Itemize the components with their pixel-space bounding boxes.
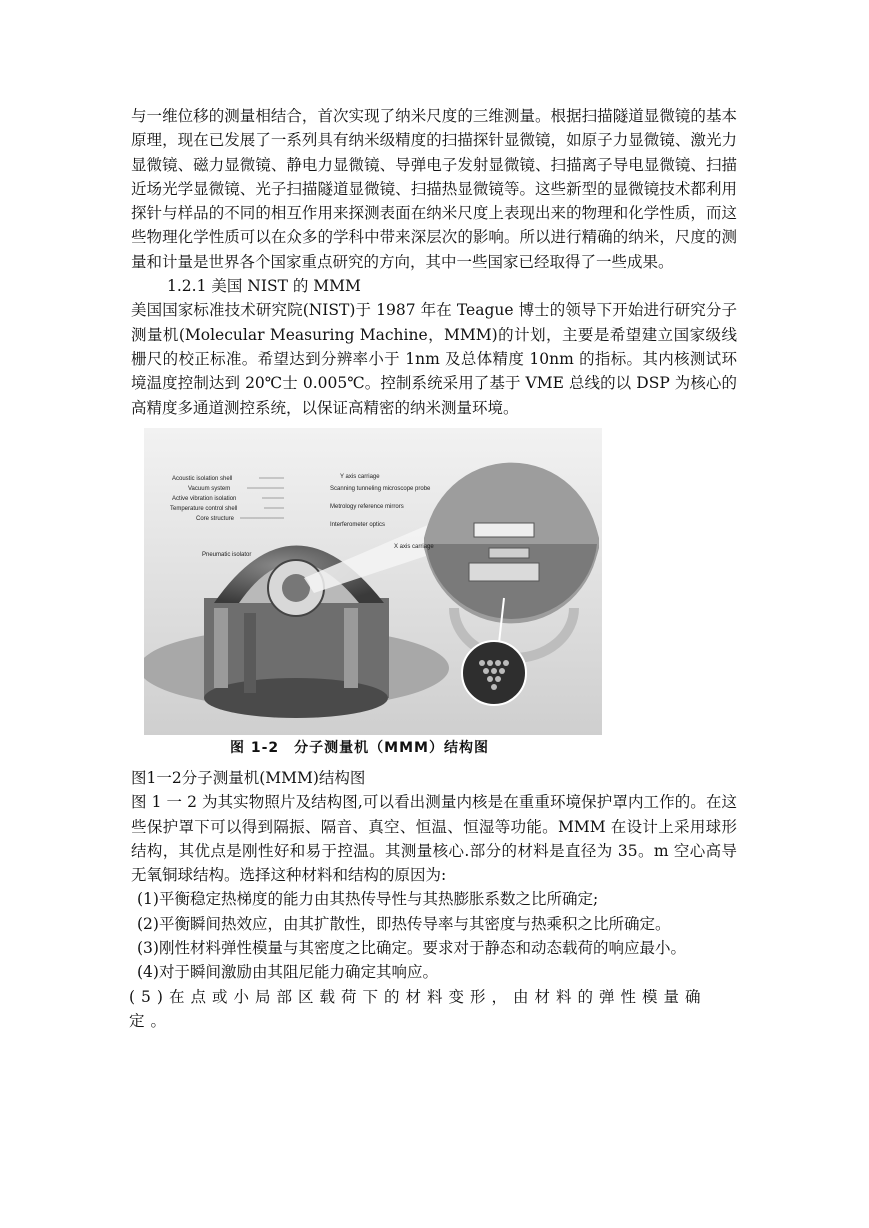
section-heading: 1.2.1 美国 NIST 的 MMM — [167, 277, 361, 296]
body-text-bottom — [131, 766, 737, 1033]
label-y-axis-carriage: Y axis carriage — [340, 474, 380, 480]
label-x-axis-carriage: X axis carriage — [394, 544, 434, 550]
list-item: (3)刚性材料弹性模量与其密度之比确定。要求对于静态和动态载荷的响应最小。 — [137, 939, 686, 958]
list-item: (2)平衡瞬间热效应，由其扩散性，即热传导率与其密度与热乘积之比所确定。 — [137, 914, 671, 933]
figure-inner-caption: 图 1-2 分子测量机（MMM）结构图 — [230, 740, 489, 756]
label-vacuum-system: Vacuum system — [188, 486, 231, 492]
list-item: (1)平衡稳定热梯度的能力由其热传导性与其热膨胀系数之比所确定; — [137, 890, 599, 909]
label-reference-mirrors: Metrology reference mirrors — [330, 504, 404, 510]
mmm-diagram — [144, 428, 602, 735]
list-item: (4)对于瞬间激励由其阻尼能力确定其响应。 — [137, 963, 438, 982]
label-temperature-control: Temperature control shell — [170, 506, 238, 512]
label-interferometer-optics: Interferometer optics — [330, 522, 386, 528]
figure-caption: 图1一2分子测量机(MMM)结构图 — [131, 769, 366, 787]
label-core-structure: Core structure — [196, 516, 235, 522]
paragraph-nist: 美国国家标准技术研究院(NIST)于 1987 年在 Teague 博士的领导下开始进行研究分子测量机(Molecular Measuring Machine，MMM)的计划，主要是希望建立国家级线栅尺的校正标准。希望达到分辨率小于 1nm 及总体精度 10nm 的指标。其内核测试环境温度控制达到 20℃士 0.005℃。控制系统采用了基于 VME 总线的以 DSP 为核心的高精度多通道测控系统，以保证高精密的纳米测量环境。 — [131, 301, 737, 417]
label-active-vibration: Active vibration isolation — [172, 496, 237, 502]
mmm-structure-figure — [144, 428, 602, 735]
label-pneumatic-isolator: Pneumatic isolator — [202, 552, 252, 558]
label-acoustic-isolation: Acoustic isolation shell — [172, 476, 233, 482]
paragraph-intro: 与一维位移的测量相结合，首次实现了纳米尺度的三维测量。根据扫描隧道显微镜的基本原理，现在已发展了一系列具有纳米级精度的扫描探针显微镜，如原子力显微镜、激光力显微镜、磁力显微镜、静电力显微镜、导弹电子发射显微镜、扫描离子导电显微镜、扫描近场光学显微镜、光子扫描隧道显微镜、扫描热显微镜等。这些新型的显微镜技术都利用探针与样品的不同的相互作用来探测表面在纳米尺度上表现出来的物理和化学性质，而这些物理化学性质可以在众多的学科中带来深层次的影响。所以进行精确的纳米，尺度的测量和计量是世界各个国家重点研究的方向，其中一些国家已经取得了一些成果。 — [131, 107, 737, 271]
label-stm-probe: Scanning tunneling microscope probe — [330, 486, 431, 492]
paragraph-structure: 图 1 一 2 为其实物照片及结构图,可以看出测量内核是在重重环境保护罩内工作的。在这些保护罩下可以得到隔振、隔音、真空、恒温、恒湿等功能。MMM 在设计上采用球形结构，其优点是刚性好和易于控温。其测量核心.部分的材料是直径为 35。m 空心高导无氧铜球结构。选择这种材料和结构的原因为: — [131, 793, 737, 885]
body-text-top — [131, 104, 737, 420]
list-item-last: (5)在点或小局部区载荷下的材料变形，由材料的弹性模量确定。 — [129, 987, 707, 1030]
